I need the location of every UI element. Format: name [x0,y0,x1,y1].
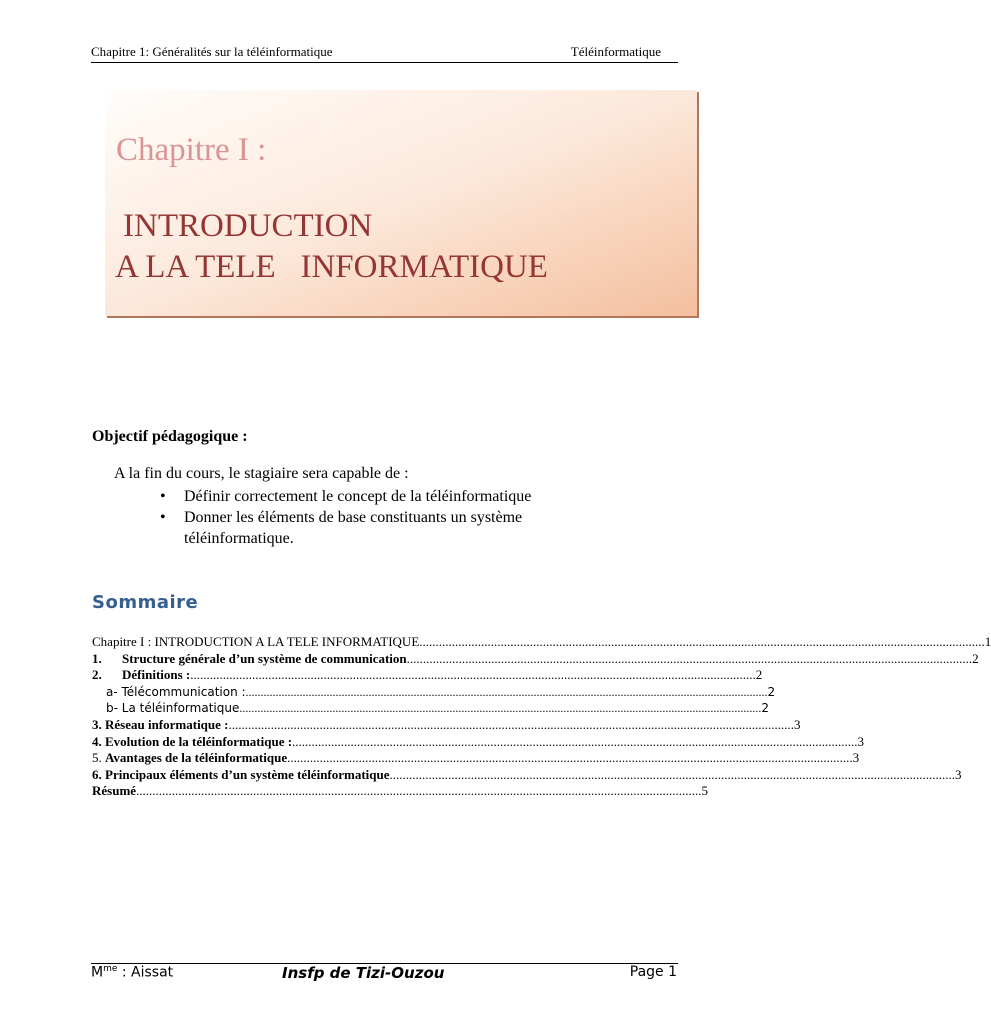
toc-entry-label-wrap [92,750,287,767]
toc-entry[interactable] [92,716,801,734]
toc-leader-dots: .............................................................................................................................................................................. [419,634,985,649]
toc-page-number: 1 [984,634,991,649]
toc-entry-label: Chapitre I : INTRODUCTION A LA TELE INFORMATIQUE [92,634,420,649]
toc-page-number: 2 [767,684,776,699]
toc-entry-label: 3. Réseau informatique : [92,716,229,732]
footer-author-rest: : Aissat [117,964,174,981]
chapter-banner [105,90,697,316]
objective-intro: A la fin du cours, le stagiaire sera capable de : [114,465,409,482]
header-chapter-title: Chapitre 1: Généralités sur la téléinformatique [91,44,333,59]
toc-entry[interactable] [92,684,776,701]
header-subject: Téléinformatique [570,44,661,59]
toc-page-number: 2 [755,667,763,683]
bullet-icon: • [160,488,166,505]
toc-page-number: 5 [701,783,709,799]
toc-leader-dots: .............................................................................................................................................................................. [287,750,853,766]
toc-leader-dots: .............................................................................................................................................................................. [245,684,768,699]
toc-entry[interactable] [92,733,865,751]
toc-entry-number: 5. [92,750,102,766]
toc-page-number: 3 [955,766,962,782]
banner-title-line-1: INTRODUCTION [123,208,373,244]
toc-leader-dots: .............................................................................................................................................................................. [239,701,762,716]
toc-entry-label: 6. Principaux éléments d’un système téléinformatique [92,766,390,782]
toc-entry-label: b- La téléinformatique [106,701,240,716]
objective-title: Objectif pédagogique : [92,428,248,445]
toc-entry[interactable] [92,700,769,717]
toc-entry-label: 4. Evolution de la téléinformatique : [92,733,293,749]
objective-bullet-text: Définir correctement le concept de la téléinformatique [184,488,532,505]
toc-entry[interactable] [92,650,979,668]
objective-bullet [160,486,600,507]
objective-bullet [160,507,600,549]
toc-leader-dots: .............................................................................................................................................................................. [292,733,858,749]
toc-entry-label: Avantages de la téléinformatique [105,750,288,766]
banner-title-line-2: A LA TELE INFORMATIQUE [115,249,548,285]
toc-leader-dots: .............................................................................................................................................................................. [190,667,756,683]
objective-bullet-text: Donner les éléments de base constituants un système téléinformatique. [184,509,523,547]
toc-entry-label-wrap [92,651,407,668]
toc-entry[interactable] [92,750,860,767]
table-of-contents [92,634,991,800]
footer-author [91,964,173,981]
toc-entry-label: a- Télécommunication : [106,684,246,699]
toc-entry[interactable] [92,766,962,784]
toc-leader-dots: .............................................................................................................................................................................. [406,650,973,666]
toc-leader-dots: .............................................................................................................................................................................. [389,766,956,782]
toc-entry-label-wrap [92,667,190,684]
objective-bullet-list [160,486,600,549]
toc-entry-number: 1. [92,650,102,666]
banner-chapter-label: Chapitre I : [116,132,267,168]
toc-page-number: 3 [852,750,860,766]
toc-entry[interactable] [92,667,763,684]
footer-institution: Insfp de Tizi-Ouzou [282,964,445,982]
toc-leader-dots: .............................................................................................................................................................................. [136,783,702,799]
toc-page-number: 3 [794,716,801,732]
toc-entry-number: 2. [92,667,102,683]
footer-page-number: Page 1 [629,964,677,980]
toc-page-number: 2 [972,650,979,666]
toc-page-number: 3 [857,733,865,749]
toc-entry-label: Structure générale d’un système de communication [122,650,407,666]
bullet-icon: • [160,509,166,526]
toc-entry[interactable] [92,634,991,651]
sommaire-heading: Sommaire [92,592,199,613]
footer-author-sup: me [103,964,118,974]
footer-author-prefix: M [91,964,104,981]
toc-entry-label: Résumé [92,783,137,799]
header-rule [91,62,678,63]
toc-leader-dots: .............................................................................................................................................................................. [228,716,794,732]
toc-entry-label: Définitions : [122,667,191,683]
toc-page-number: 2 [761,701,769,716]
toc-entry[interactable] [92,783,709,800]
